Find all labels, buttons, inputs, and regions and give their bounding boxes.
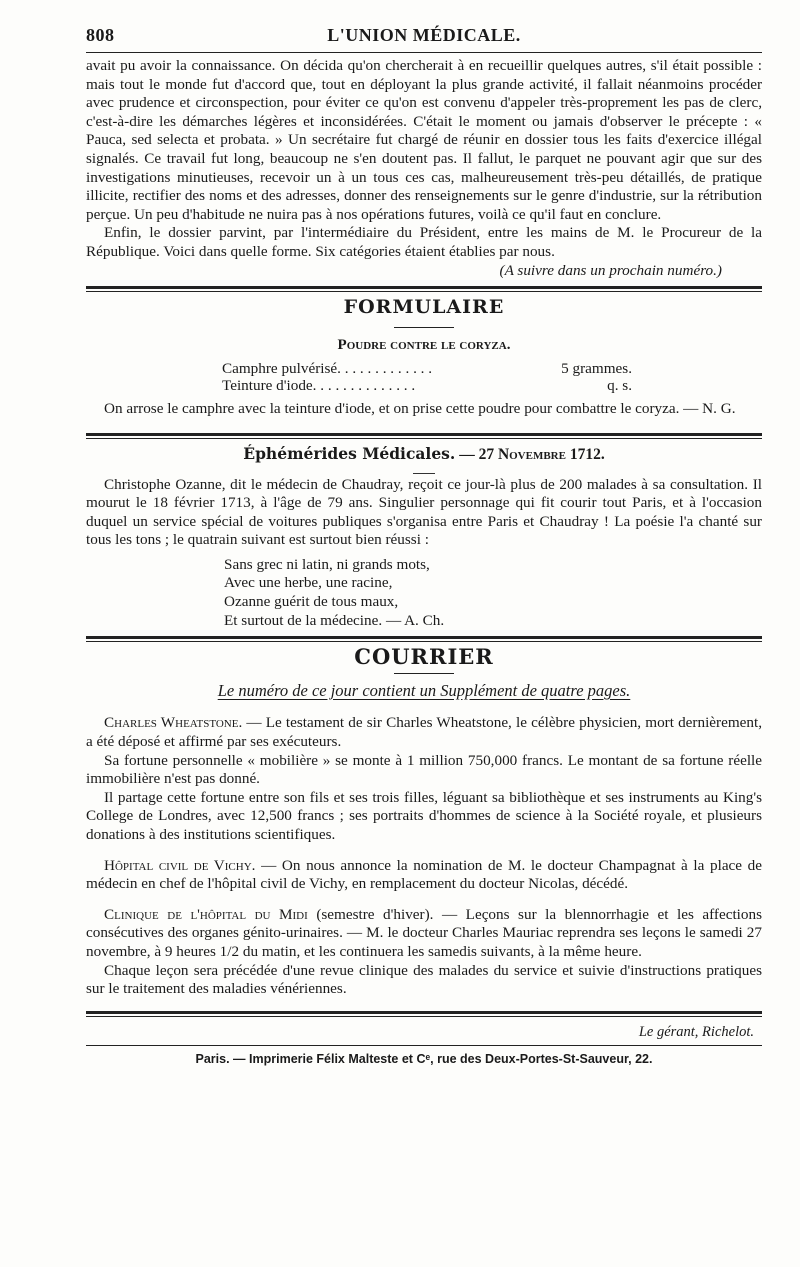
courrier-item: [86, 906, 762, 962]
poem-line: Ozanne guérit de tous maux,: [224, 593, 399, 611]
ephemerides-heading: Éphémérides Médicales.: [243, 443, 456, 463]
imprint-rule: [86, 1045, 762, 1046]
formulaire-title: FORMULAIRE: [343, 296, 505, 319]
courrier-item: [86, 714, 762, 751]
item-lead: Hôpital civil de Vichy.: [104, 856, 256, 874]
imprint-line: Paris. — Imprimerie Félix Malteste et Cᵉ, rue des Deux-Portes-St-Sauveur, 22.: [195, 1052, 653, 1067]
courrier-item: [86, 962, 762, 999]
running-head: [86, 26, 762, 48]
recipe-list: [222, 360, 632, 394]
continued-note: (A suivre dans un prochain numéro.): [499, 261, 722, 279]
footer-rule: [86, 1011, 762, 1017]
quatrain: [224, 556, 762, 630]
item-text: (semestre d'hiver). — Leçons sur la blennorrhagie et les affections consécutives des organes génito-urinaires. — M. le docteur Charles Mauriac reprendra ses leçons le samedi 27 novembre, à 9 heures 1/2 du matin, et les continuera les samedis suivants, à la même heure.: [86, 905, 762, 960]
courrier-item: [86, 789, 762, 845]
section-rule: [86, 286, 762, 292]
article-paragraph: Enfin, le dossier parvint, par l'intermédiaire du Président, entre les mains de M. le Procureur de la République. Voici dans quelle forme. Six catégories étaient établies par nous.: [86, 224, 762, 260]
spacer: [86, 894, 762, 906]
ingredient-qty: 5 grammes.: [561, 360, 632, 378]
ingredient-qty: q. s.: [607, 377, 632, 395]
header-rule: [86, 52, 762, 53]
item-lead: Clinique de l'hôpital du Midi: [104, 905, 308, 923]
short-rule: [394, 673, 454, 674]
item-text: Chaque leçon sera précédée d'une revue clinique des malades du service et suivie d'instructions pratiques sur le traitement des maladies vénériennes.: [86, 961, 762, 998]
formulaire-subtitle: Poudre contre le coryza.: [337, 336, 511, 353]
ingredient-name: Camphre pulvérisé. . . . . . . . . . . . .: [222, 360, 433, 378]
journal-title: L'UNION MÉDICALE.: [327, 25, 521, 45]
recipe-row: [222, 377, 632, 394]
gerant-signature: [86, 1023, 762, 1042]
ingredient-name: Teinture d'iode. . . . . . . . . . . . . .: [222, 377, 416, 395]
formulaire-text: On arrose le camphre avec la teinture d'iode, et on prise cette poudre pour combattre le coryza. — N. G.: [104, 400, 736, 418]
courrier-title: COURRIER: [354, 644, 494, 670]
poem-line: Et surtout de la médecine. — A. Ch.: [224, 611, 445, 629]
ephemerides-date: — 27 Novembre 1712.: [459, 445, 605, 463]
ephemerides-text: Christophe Ozanne, dit le médecin de Chaudray, reçoit ce jour-là plus de 200 malades à sa consultation. Il mourut le 18 février 1713, à l'âge de 79 ans. Singulier personnage qui fit courir tout Paris, et à l'occasion duquel un service spécial de voitures publiques s'organisa entre Paris et Chaudray ! La poésie l'a chanté sur tous les tons ; le quatrain suivant est surtout bien réussi :: [86, 475, 762, 549]
poem-line: Sans grec ni latin, ni grands mots,: [224, 555, 430, 573]
supplement-notice: Le numéro de ce jour contient un Supplément de quatre pages.: [217, 680, 631, 700]
spacer: [86, 845, 762, 857]
article-paragraph: avait pu avoir la connaissance. On décida qu'on chercherait à en recueillir quelques autres, s'il était possible : mais tout le monde fut d'accord que, tout en déployant la plus grande activité, il fallait néanmoins procéder avec prudence et circonspection, pour éviter ce qu'on est convenu d'appeler très-proprement les pas de clerc, c'est-à-dire les démarches légères et inconsidérées. C'était le moment ou jamais d'observer le précepte : « Pauca, sed selecta et probata. » Un secrétaire fut chargé de réunir en dossier tous les faits d'exercice illégal signalés. Ce travail fut long, beaucoup ne s'en doutent pas. Il fallut, le parquet ne pouvant agir que sur des investigations minutieuses, recevoir un à un tous ces cas, malheureusement très-peu détaillés, de pratique illicite, rectifier des noms et des adresses, donner des renseignements sur le genre d'industrie, sur la rétribution perçue. Un peu d'habitude ne nuira pas à nos opérations futures, voilà ce qu'il faut en conclure.: [86, 57, 762, 223]
section-rule: [86, 636, 762, 642]
courrier-item: [86, 752, 762, 789]
item-text: — Le testament de sir Charles Wheatstone, le célèbre physicien, mort dernièrement, a été déposé et affirmé par ses exécuteurs.: [86, 714, 762, 751]
recipe-row: [222, 360, 632, 377]
item-text: — On nous annonce la nomination de M. le docteur Champagnat à la place de médecin en chef de l'hôpital civil de Vichy, en remplacement du docteur Nicolas, décédé.: [86, 856, 763, 893]
item-text: Il partage cette fortune entre son fils et ses trois filles, léguant sa bibliothèque et ses instruments au King's College de Londres, avec 12,500 francs ; ses portraits d'hommes de science à la Société royale, et plusieurs donations à des institutions scientifiques.: [86, 788, 762, 843]
item-lead: Charles Wheatstone.: [104, 714, 243, 732]
short-rule: [413, 473, 435, 474]
item-text: Sa fortune personnelle « mobilière » se monte à 1 million 750,000 francs. Le montant de sa fortune réelle immobilière n'est pas donné.: [86, 751, 762, 788]
courrier-item: [86, 857, 762, 894]
short-rule: [394, 327, 454, 328]
poem-line: Avec une herbe, une racine,: [224, 574, 393, 592]
gerant-text: Le gérant, Richelot.: [638, 1023, 754, 1040]
section-rule: [86, 433, 762, 439]
page-number: 808: [86, 25, 115, 45]
ephemerides-title: [86, 445, 762, 465]
journal-page: [86, 0, 762, 1069]
